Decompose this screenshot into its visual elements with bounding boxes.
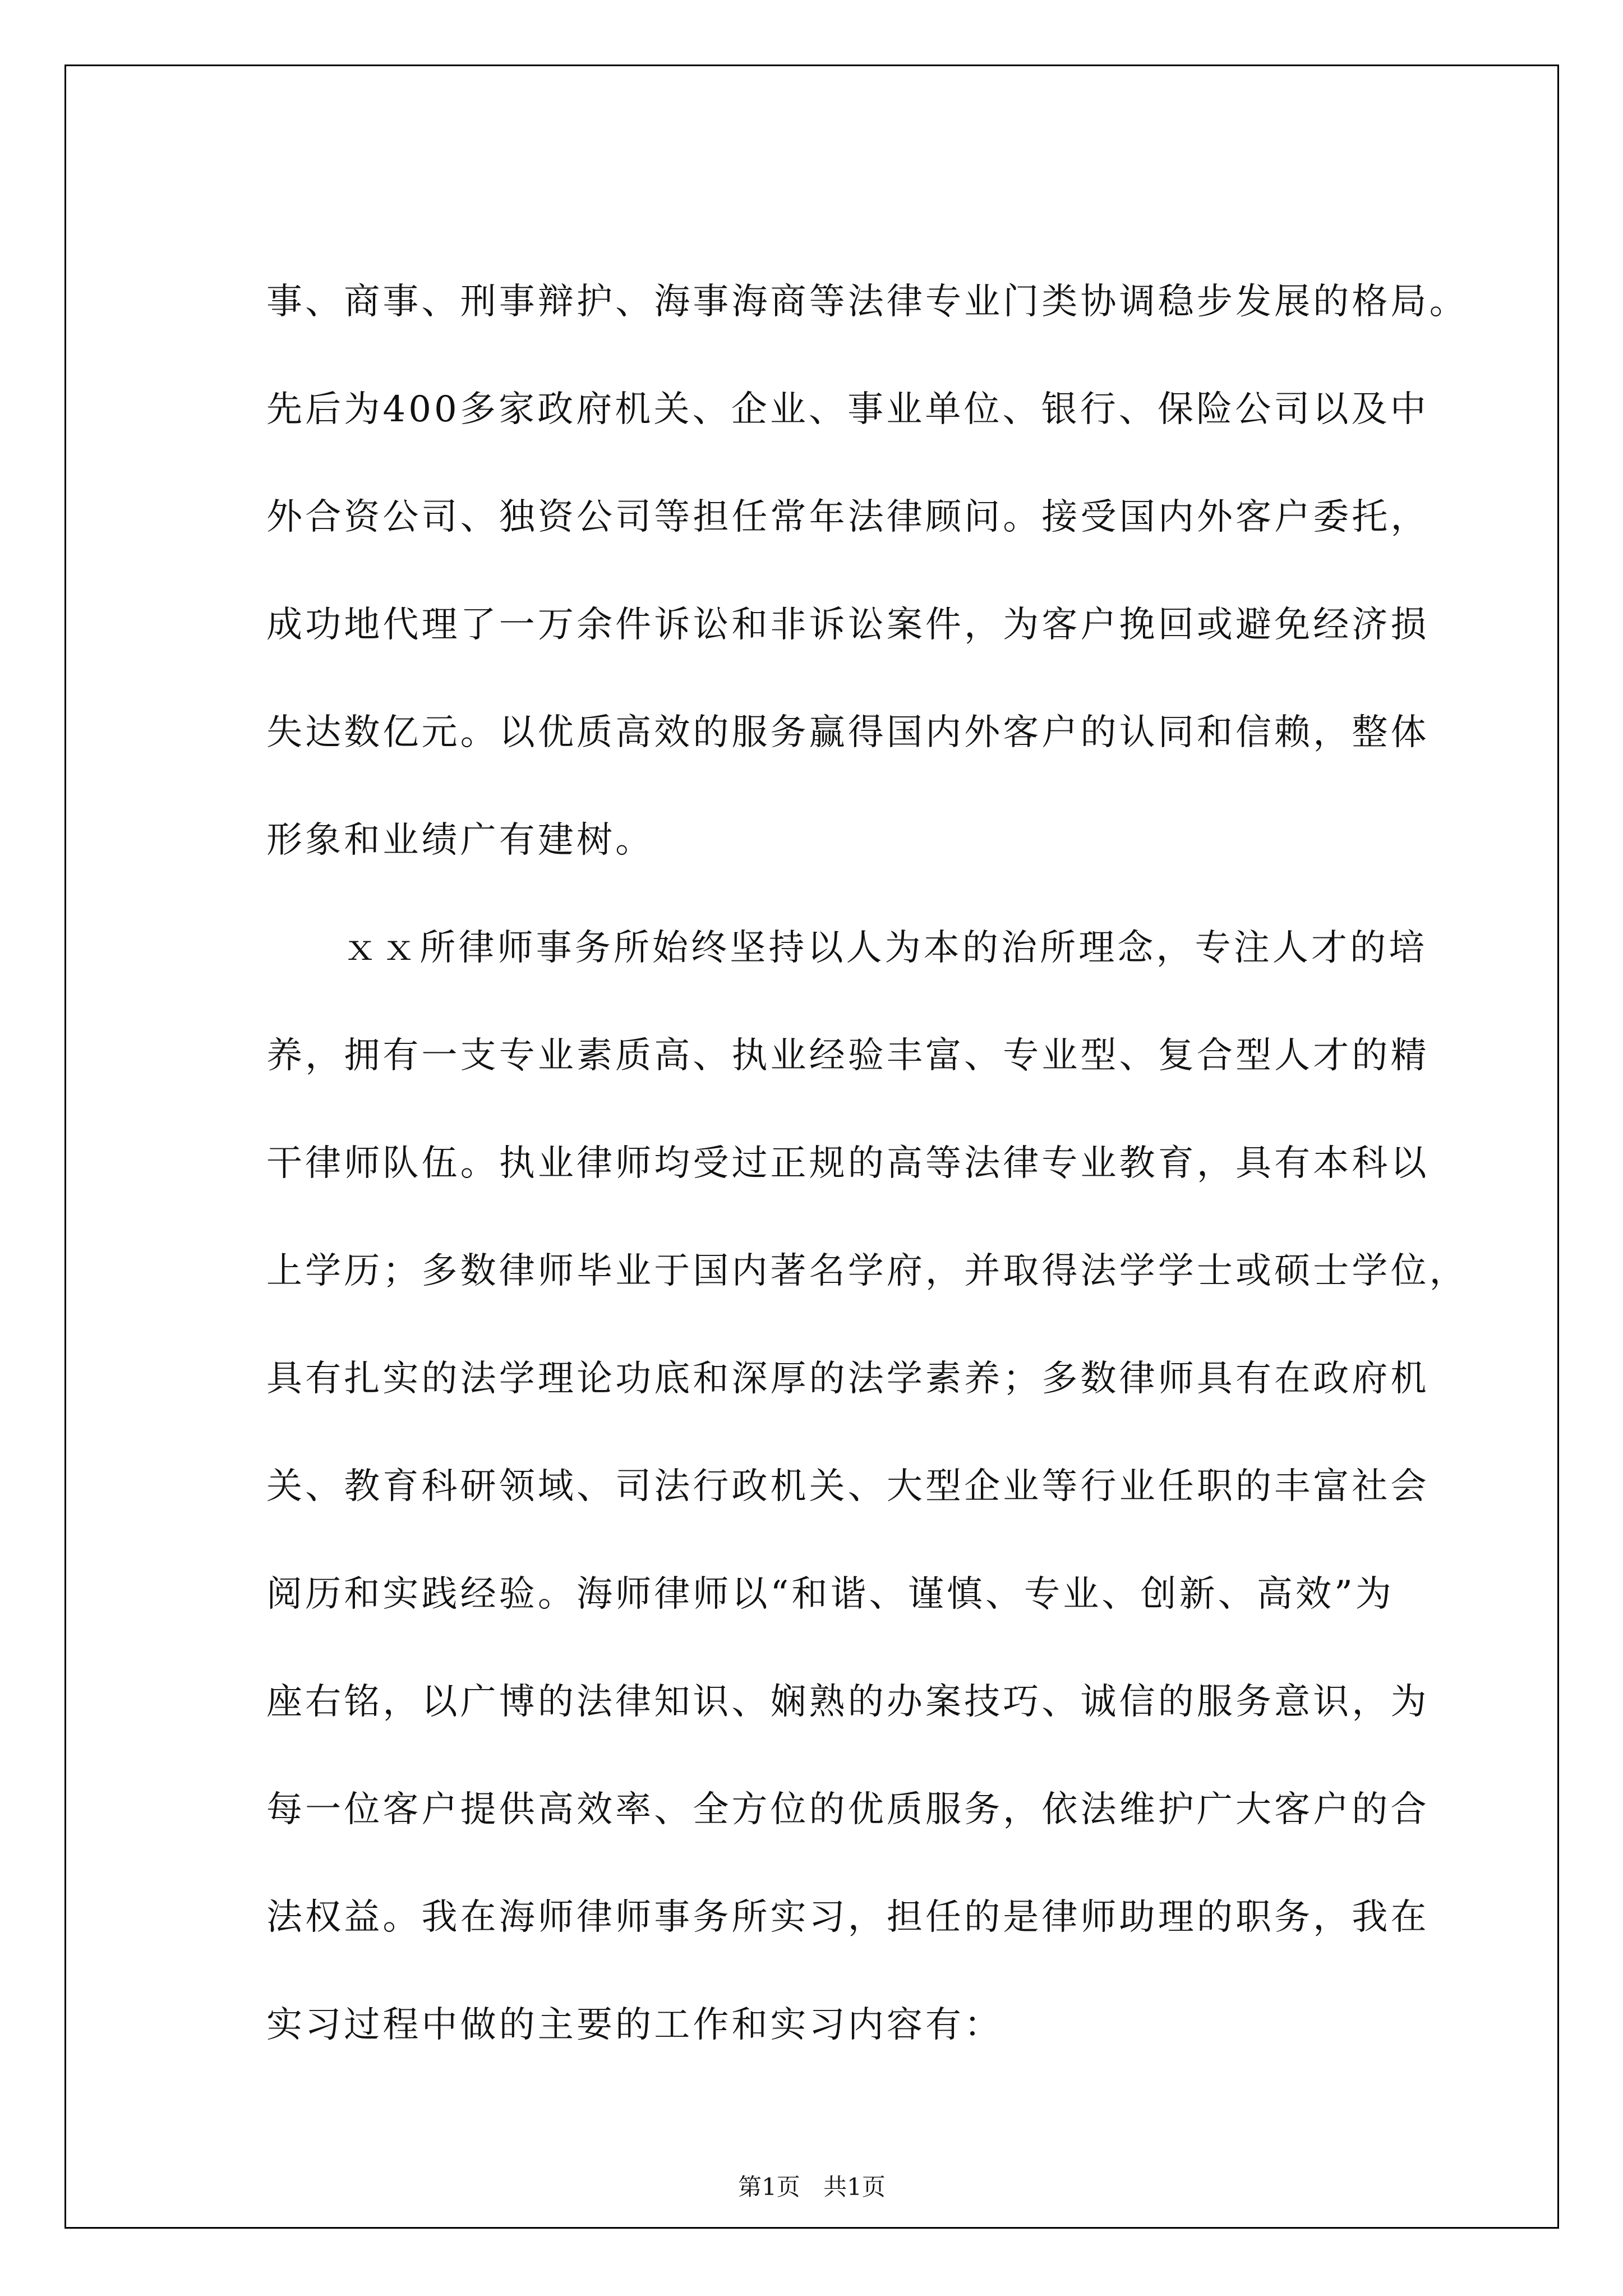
page-footer: [66, 2175, 1557, 2199]
page-total: 共1页: [823, 2173, 886, 2201]
text-line: 实习过程中做的主要的工作和实习内容有：: [266, 2004, 1003, 2046]
text-line: 先后为400多家政府机关、企业、事业单位、银行、保险公司以及中: [266, 389, 1429, 430]
text-line: 外合资公司、独资公司等担任常年法律顾问。接受国内外客户委托，: [266, 496, 1430, 538]
text-line: 干律师队伍。执业律师均受过正规的高等法律专业教育，具有本科以: [266, 1143, 1430, 1184]
text-line: 事、商事、刑事辩护、海事海商等法律专业门类协调稳步发展的格局。: [266, 281, 1468, 323]
text-line: 座右铭，以广博的法律知识、娴熟的办案技巧、诚信的服务意识，为: [266, 1681, 1430, 1723]
text-line: 养，拥有一支专业素质高、执业经验丰富、专业型、复合型人才的精: [266, 1035, 1430, 1076]
text-line: 法权益。我在海师律师事务所实习，担任的是律师助理的职务，我在: [266, 1897, 1430, 1938]
text-line: 关、教育科研领域、司法行政机关、大型企业等行业任职的丰富社会: [266, 1466, 1430, 1507]
text-line: 每一位客户提供高效率、全方位的优质服务，依法维护广大客户的合: [266, 1789, 1430, 1830]
text-line: 上学历；多数律师毕业于国内著名学府，并取得法学学士或硕士学位，: [266, 1250, 1468, 1292]
text-line: 阅历和实践经验。海师律师以“和谐、谨慎、专业、创新、高效”为: [266, 1573, 1395, 1615]
document-body: [66, 66, 1557, 2227]
text-line: 失达数亿元。以优质高效的服务赢得国内外客户的认同和信赖，整体: [266, 712, 1430, 753]
text-line: ｘｘ所律师事务所始终坚持以人为本的治所理念，专注人才的培: [342, 927, 1428, 969]
text-line: 形象和业绩广有建树。: [266, 820, 654, 861]
text-line: 成功地代理了一万余件诉讼和非诉讼案件，为客户挽回或避免经济损: [266, 604, 1430, 646]
page-frame: [64, 65, 1559, 2229]
text-line: 具有扎实的法学理论功底和深厚的法学素养；多数律师具有在政府机: [266, 1358, 1430, 1400]
page-number: 第1页: [738, 2173, 800, 2201]
